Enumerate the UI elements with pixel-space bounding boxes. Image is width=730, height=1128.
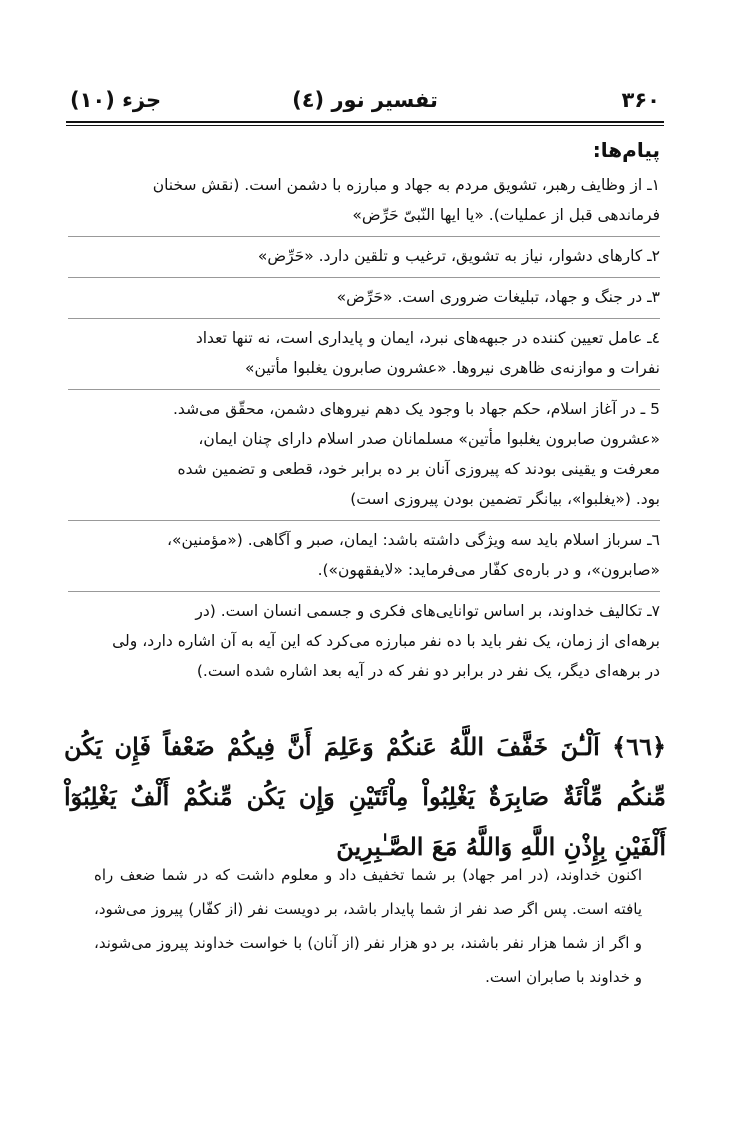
list-item	[68, 282, 660, 312]
list-item-line: ۳ـ در جنگ و جهاد، تبلیغات ضروری است. «حَرِّض»	[336, 288, 660, 306]
verse-text: اَلْـٰٔنَ خَفَّفَ اللَّهُ عَنكُمْ وَعَلِمَ أَنَّ فِيكُمْ ضَعْفاً فَإِن يَكُن مِّنكُم مِّاْئَةٌ صَابِرَةٌ يَغْلِبُواْ مِاْئَتَيْنِ وَإِن يَكُن مِّنكُمْ أَلْفٌ يَغْلِبُوٓاْ أَلْفَيْنِ بِإِذْنِ اللَّهِ وَاللَّهُ مَعَ الصَّـٰبِرِينَ	[64, 732, 666, 861]
list-item-line: ۱ـ از وظایف رهبر، تشویق مردم به جهاد و مبارزه با دشمن است. (نقش سخنان	[152, 176, 660, 194]
book-title: تفسیر نور (٤)	[292, 88, 438, 112]
list-item-line: بود. («یغلبوا»، بیانگر تضمین بودن پیروزی است)	[350, 490, 660, 508]
list-item-line: برهه‌ای از زمان، یک نفر باید با ده نفر مبارزه می‌کرد که این آیه به آن اشاره دارد، ولی	[112, 632, 660, 650]
item-divider	[68, 236, 660, 237]
messages-section	[68, 134, 660, 690]
messages-list	[68, 170, 660, 686]
item-divider	[68, 277, 660, 278]
list-item-line: در برهه‌ای دیگر، یک نفر در برابر دو نفر که در آیه بعد اشاره شده است.)	[196, 662, 660, 680]
item-divider	[68, 318, 660, 319]
list-item	[68, 394, 660, 514]
page-number: ۳۶۰	[621, 88, 660, 112]
list-item	[68, 170, 660, 230]
item-divider	[68, 591, 660, 592]
list-item	[68, 241, 660, 271]
verse-translation: اکنون خداوند، (در امر جهاد) بر شما تخفیف داد و معلوم داشت که در شما ضعف راه یافته است. پس اگر صد نفر از شما پایدار باشد، بر دویست نفر (از کفّار) پیروز می‌شود، و اگر از شما هزار نفر باشند، بر دو هزار نفر (از آنان) با خواست خداوند پیروز می‌شوند، و خداوند با صابران است.	[94, 866, 642, 986]
list-item-line: ٦ـ سرباز اسلام باید سه ویژگی داشته باشد: ایمان، صبر و آگاهی. («مؤمنین»،	[167, 531, 660, 549]
list-item-line: 5 ـ در آغاز اسلام، حکم جهاد با وجود یک دهم نیروهای دشمن، محقّق می‌شد.	[173, 400, 660, 418]
item-divider	[68, 389, 660, 390]
list-item-line: ٤ـ عامل تعیین کننده در جبهه‌های نبرد، ایمان و پایداری است، نه تنها تعداد	[195, 329, 660, 347]
section-title: پیام‌ها:	[592, 138, 660, 162]
part-number: جزء (۱۰)	[70, 88, 162, 112]
list-item-line: معرفت و یقینی بودند که پیروزی آنان بر ده برابر خود، قطعی و تضمین شده	[177, 460, 660, 478]
list-item	[68, 323, 660, 383]
list-item-line: ۷ـ تکالیف خداوند، بر اساس توانایی‌های فکری و جسمی انسان است. (در	[195, 602, 660, 620]
list-item-line: «عشرون صابرون یغلبوا مأتین» مسلمانان صدر اسلام دارای چنان ایمان،	[198, 430, 660, 448]
list-item-line: فرماندهی قبل از عملیات). «یا ایها النّبیّ حَرِّض»	[352, 206, 660, 224]
verse-number: ﴿٦٦﴾	[612, 732, 667, 761]
list-item	[68, 525, 660, 585]
list-item-line: «صابرون»، و در باره‌ی کفّار می‌فرماید: «لایفقهون»).	[317, 561, 660, 579]
quran-verse	[64, 722, 666, 872]
list-item-line: ۲ـ کارهای دشوار، نیاز به تشویق، ترغیب و تلقین دارد. «حَرِّض»	[257, 247, 660, 265]
header-rule	[66, 121, 664, 123]
page-header	[66, 86, 664, 120]
item-divider	[68, 520, 660, 521]
list-item	[68, 596, 660, 686]
header-rule-thin	[66, 125, 664, 126]
list-item-line: نفرات و موازنه‌ی ظاهری نیروها. «عشرون صابرون یغلبوا مأتین»	[245, 359, 660, 377]
